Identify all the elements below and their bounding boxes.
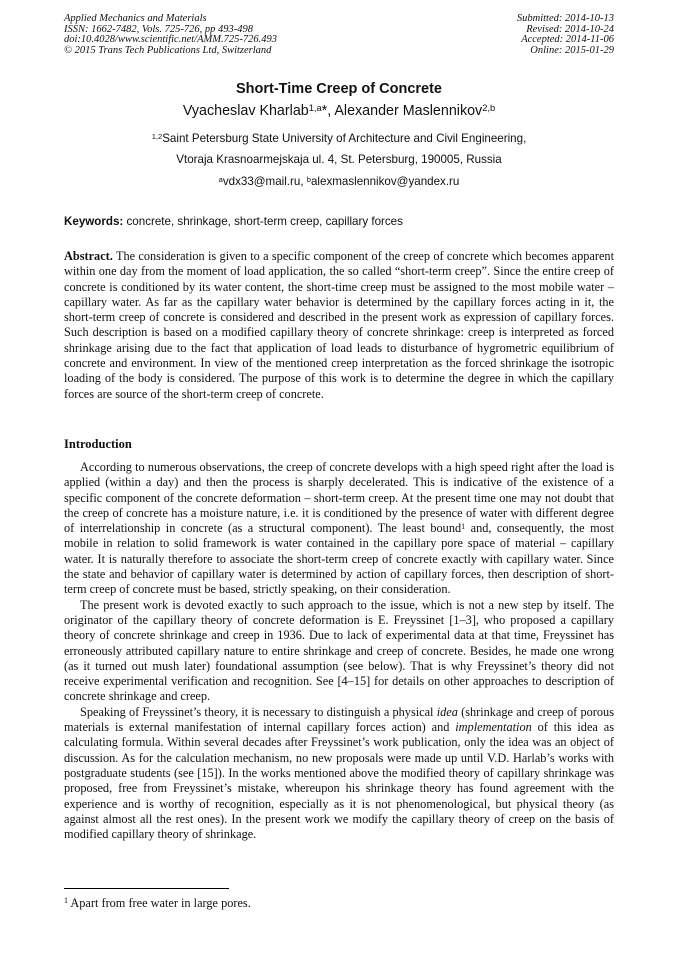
abstract-label: Abstract. bbox=[64, 249, 113, 263]
keywords-label: Keywords: bbox=[64, 215, 124, 228]
footnote-ref: 1 bbox=[461, 521, 466, 531]
intro-p3-part-b: (shrinkage and creep of porous materials is external manifestation of internal capillary forces action) and bbox=[64, 704, 614, 735]
intro-p3-implementation: implementation bbox=[455, 720, 532, 735]
date-revised: Revised: 2014-10-24 bbox=[526, 23, 614, 35]
email-line bbox=[0, 175, 678, 188]
keywords-text: concrete, shrinkage, short-term creep, capillary forces bbox=[123, 215, 403, 228]
journal-doi: doi:10.4028/www.scientific.net/AMM.725-726.493 bbox=[64, 34, 277, 46]
journal-copyright: © 2015 Trans Tech Publications Ltd, Switzerland bbox=[64, 44, 272, 56]
date-accepted: Accepted: 2014-11-06 bbox=[521, 34, 614, 46]
journal-issn: ISSN: 1662-7482, Vols. 725-726, pp 493-498 bbox=[64, 23, 253, 35]
intro-paragraph-2: The present work is devoted exactly to such approach to the issue, which is not a new step by itself. The originator of the capillary theory of concrete deformation is E. Freyssinet [1–3], who proposed a capillary theory of concrete shrinkage and creep in 1936. Due to lack of experimental data at that time, Freyssinet has erroneously attributed capillary nature to entire shrinkage and creep of concrete. Besides, he made one wrong (as it turned out mush later) foundational assumption (see below). That is why Freyssinet’s theory did not receive experimental verification and recognition. See [4–15] for details on other approaches to description of concrete shrinkage and creep. bbox=[64, 597, 614, 704]
intro-p1-part-a: According to numerous observations, the creep of concrete develops with a high speed right after the load is applied (within a day) and then the process is sharply decelerated. This is indicative of the existence of a specific component of the concrete deformation – short-term creep. At the present time one may not doubt that the creep of concrete has a moisture nature, i.e. it is conditioned by the presence of water with different degree of interrelationship in concrete (as a structural component). The least bound bbox=[64, 460, 614, 536]
footnote-number: 1 bbox=[64, 896, 68, 906]
author-2-sup: 2,b bbox=[482, 102, 496, 113]
journal-name: Applied Mechanics and Materials bbox=[64, 13, 207, 24]
intro-p3-idea: idea bbox=[436, 704, 458, 719]
journal-info bbox=[64, 14, 277, 56]
author-2: Alexander Maslennikov bbox=[334, 103, 483, 119]
footnote-divider bbox=[64, 888, 229, 889]
affiliation-line-2: Vtoraja Krasnoarmejskaja ul. 4, St. Petersburg, 190005, Russia bbox=[176, 153, 502, 166]
section-heading-introduction: Introduction bbox=[64, 437, 132, 451]
footnote bbox=[64, 896, 251, 911]
intro-paragraph-3 bbox=[64, 705, 614, 843]
date-submitted: Submitted: 2014-10-13 bbox=[516, 13, 614, 24]
affiliation-line-1 bbox=[0, 132, 678, 145]
abstract-text: The consideration is given to a specific component of the creep of concrete which becomes apparent within one day from the moment of load application, the so called “short-term creep”. Since the entire creep of concrete is conditioned by its water content, the short-time creep must be assigned to the most mobile water – capillary water. As far as the capillary water behavior is determined by the capillary forces acting in it, the short-term creep of concrete is considered and described in the present work as expression of capillary forces. Such description is based on a modified capillary theory of concrete shrinkage: creep is interpreted as forced shrinkage arising due to the fact that application of load leads to disturbance of hygrometric equilibrium of concrete and environment. In view of the mentioned creep interpretation as the forced shrinkage the isotropic loading of the body is considered. The purpose of this work is to determine the degree in which the capillary forces are source of the short-term creep of concrete. bbox=[64, 249, 614, 401]
abstract bbox=[64, 249, 614, 402]
intro-p3-part-a: Speaking of Freyssinet’s theory, it is necessary to distinguish a physical bbox=[80, 704, 437, 719]
intro-p3-part-c: of this idea as calculating formula. Within several decades after Freyssinet’s work publication, only the idea was an object of discussion. As for the calculation mechanism, no new proposals were made up until V.D. Harlab’s works with postgraduate students (see [15]). In the works mentioned above the modified theory of capillary shrinkage was proposed, free from Freyssinet’s mistake, whereupon his shrinkage theory has found agreement with the experience and is worthy of recognition, especially as it is not phenomenological, but physical theory (as against almost all the rest ones). In the present work we modify the capillary theory of creep on the basis of modified capillary theory of shrinkage. bbox=[64, 720, 614, 842]
email-a-sup: a bbox=[218, 174, 223, 184]
author-1: Vyacheslav Kharlab bbox=[182, 103, 309, 119]
email-b-sup: b bbox=[306, 174, 311, 184]
author-1-sup: 1,a bbox=[308, 102, 322, 113]
author-1-mark: *, bbox=[321, 103, 335, 119]
author-line bbox=[0, 103, 678, 119]
email-b: alexmaslennikov@yandex.ru bbox=[310, 175, 460, 188]
date-online: Online: 2015-01-29 bbox=[530, 44, 614, 56]
footnote-text: Apart from free water in large pores. bbox=[68, 896, 251, 910]
intro-p1-part-b: and, consequently, the most mobile in relation to solid framework is water contained in the capillary pore space of material – capillary water. It is naturally therefore to associate the short-term creep of concrete exactly with capillary water. Since the state and behavior of capillary water is determined by action of capillary forces, then description of short-term creep of concrete must be based, strictly speaking, on their consideration. bbox=[64, 521, 614, 597]
email-a: vdx33@mail.ru, bbox=[222, 175, 307, 188]
introduction-body bbox=[64, 460, 614, 842]
keywords bbox=[64, 215, 614, 228]
paper-title: Short-Time Creep of Concrete bbox=[236, 81, 442, 97]
intro-paragraph-1 bbox=[64, 460, 614, 598]
submission-dates bbox=[517, 14, 614, 56]
affiliation-text-1: Saint Petersburg State University of Architecture and Civil Engineering, bbox=[162, 132, 527, 145]
affiliation-sup: 1,2 bbox=[151, 131, 163, 141]
